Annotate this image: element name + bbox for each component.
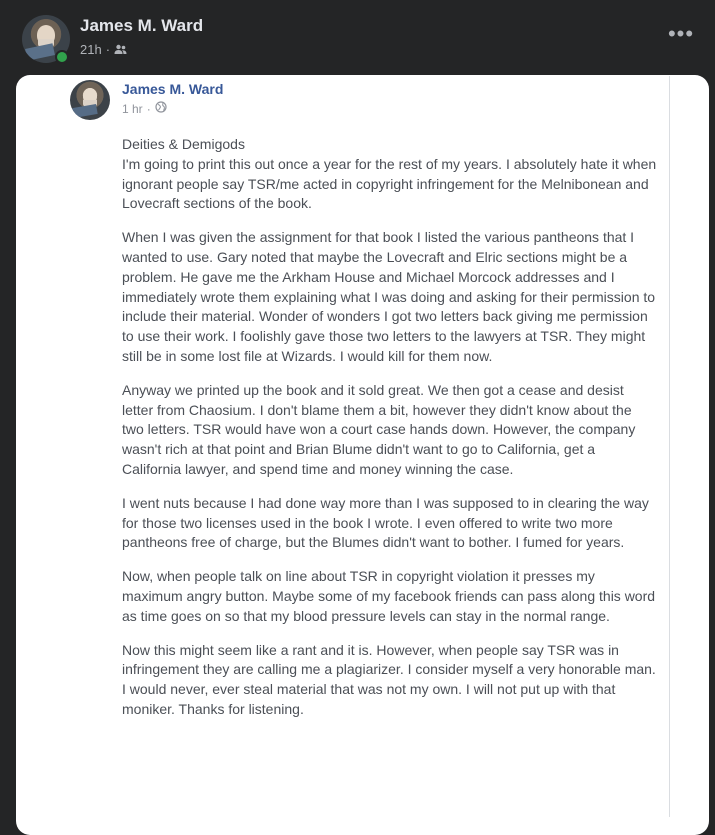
paragraph: Anyway we printed up the book and it sold great. We then got a cease and desist letter from Chaosium. I don't blame them a bit, however they didn't know about the two letters. TSR would have won a court case hands down. However, the company wasn't rich at that point and Brian Blume didn't want to go to California, get a California lawyer, and spend time and money winning the case. [122, 381, 636, 477]
card-divider [669, 76, 670, 817]
post-text [122, 135, 657, 734]
avatar-book [25, 43, 55, 61]
post-time[interactable]: 21h [80, 42, 102, 57]
paragraph: Deities & Demigods I'm going to print this out once a year for the rest of my years. I absolutely hate it when ignorant people say TSR/me acted in copyright infringement for the Melnibonean and Lovecraft sections of the book. [122, 136, 657, 212]
more-options-button[interactable]: ••• [667, 21, 695, 46]
shared-post-time[interactable]: 1 hr [122, 101, 143, 116]
post-header [0, 0, 715, 75]
meta-separator: · [105, 42, 111, 57]
author-name[interactable]: James M. Ward [80, 16, 204, 35]
online-status-icon [55, 50, 69, 64]
shared-post-card [16, 75, 709, 835]
paragraph: I went nuts because I had done way more than I was supposed to in clearing the way for those two licenses used in the book I wrote. I even offered to write two more pantheons free of charge, but the Blumes didn't want to bother. I fumed for years. [122, 494, 649, 551]
post-meta [80, 42, 127, 57]
shared-avatar[interactable] [70, 80, 110, 120]
paragraph: When I was given the assignment for that book I listed the various pantheons that I wanted to use. Gary noted that maybe the Lovecraft and Elric sections might be a problem. He gave me the Arkham House and Michael Morcock addresses and I immediately wrote them explaining what I was doing and asking for their permission to include their material. Wonder of wonders I got two letters back giving me permission to use their work. I foolishly gave those two letters to the lawyers at TSR. They might still be in some lost file at Wizards. I would kill for them now. [122, 229, 656, 364]
paragraph: Now this might seem like a rant and it is. However, when people say TSR was in infringement they are calling me a plagiarizer. I consider myself a very honorable man. I would never, ever steal material that was not my own. I will not put up with that moniker. Thanks for listening. [122, 641, 656, 717]
avatar-book [72, 104, 97, 118]
shared-author-name[interactable]: James M. Ward [122, 81, 224, 97]
shared-post-meta [122, 101, 167, 116]
paragraph: Now, when people talk on line about TSR in copyright violation it presses my maximum angry button. Maybe some of my facebook friends can pass along this word as time goes on so that my blood pressure levels can stay in the normal range. [122, 568, 656, 624]
meta-separator: · [146, 101, 151, 116]
globe-icon[interactable] [155, 101, 167, 116]
friends-icon[interactable] [114, 44, 127, 55]
